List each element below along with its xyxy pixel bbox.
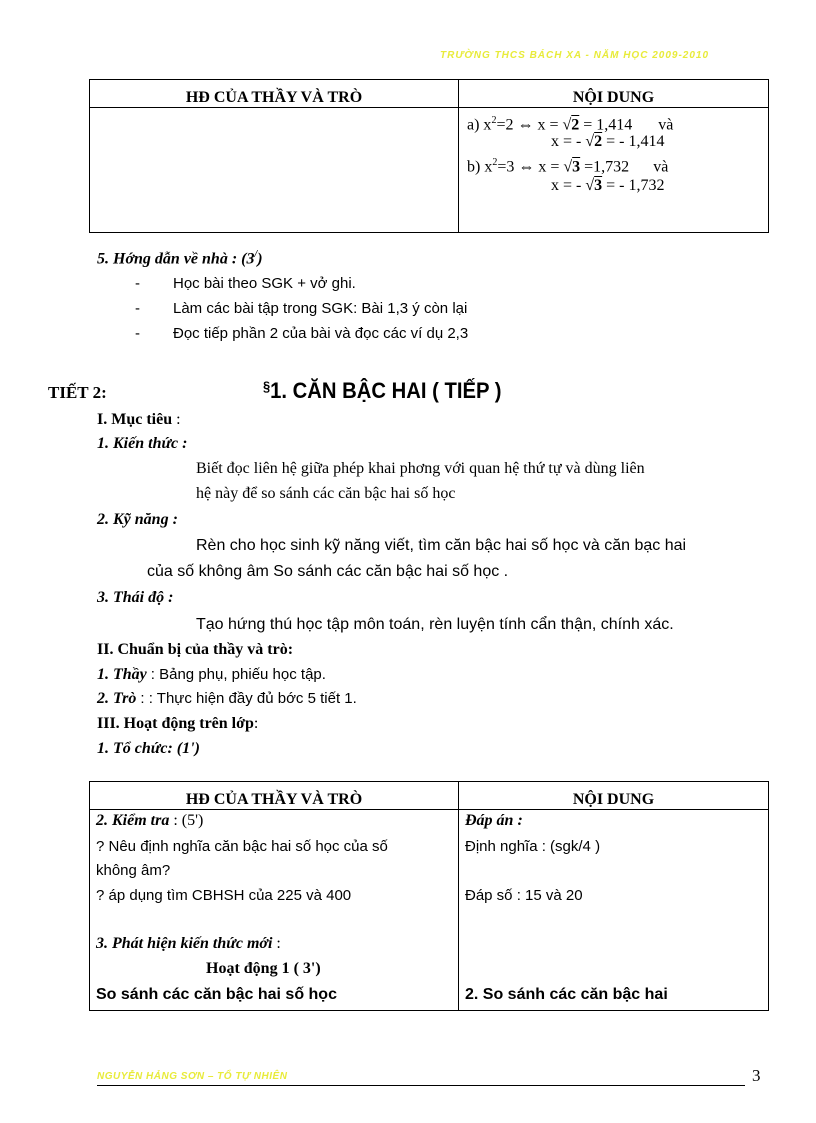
knowledge-line-1: Biết đọc liên hệ giữa phép khai phơng với quan hệ thứ tự và dùng liên <box>196 460 645 477</box>
homework-item-1: - Học bài theo SGK + vở ghi. <box>135 275 356 292</box>
homework-heading: 5. Hớng dẫn về nhà : (3/) <box>97 249 263 268</box>
attitude-heading: 3. Thái độ : <box>97 589 174 606</box>
table1-left-cell <box>90 108 459 233</box>
table1-header-right: NỘI DUNG <box>459 80 769 108</box>
question-2: ? áp dụng tìm CBHSH của 225 và 400 <box>96 887 352 904</box>
footer-rule <box>97 1085 745 1086</box>
compare-right: 2. So sánh các căn bậc hai <box>465 986 668 1003</box>
content-table-2 <box>89 781 769 1011</box>
math-line-a1: a) $x^2=2$ ⇔ x = √2 = 1,414 và <box>467 115 674 134</box>
table2-header-right: NỘI DUNG <box>459 782 769 810</box>
homework-item-2: - Làm các bài tập trong SGK: Bài 1,3 ý còn lại <box>135 300 468 317</box>
math-line-b2: x = - √3 = - 1,732 <box>551 177 665 194</box>
teacher-prep: 1. Thầy : Bảng phụ, phiếu học tập. <box>97 666 326 683</box>
compare-left: So sánh các căn bậc hai số học <box>96 986 337 1003</box>
skills-heading: 2. Kỹ năng : <box>97 511 178 528</box>
math-line-b1: b) $x^2=3$ ⇔ x = √3 =1,732 và <box>467 157 669 176</box>
activities-heading: III. Hoạt động trên lớp: <box>97 715 259 732</box>
table1-right-cell <box>459 108 769 233</box>
homework-item-3: - Đọc tiếp phần 2 của bài và đọc các ví dụ 2,3 <box>135 325 469 342</box>
discover-heading: 3. Phát hiện kiến thức mới : <box>96 935 281 952</box>
knowledge-line-2: hệ này để so sánh các căn bậc hai số học <box>196 485 456 502</box>
answer-heading: Đáp án : <box>465 812 523 829</box>
objectives-heading: I. Mục tiêu : <box>97 411 181 428</box>
table2-right-cell <box>459 810 769 1011</box>
organization-heading: 1. Tổ chức: (1') <box>97 740 200 757</box>
definition-answer: Định nghĩa : (sgk/4 ) <box>465 838 601 855</box>
knowledge-heading: 1. Kiến thức : <box>97 435 188 452</box>
lesson-title: §1. CĂN BẬC HAI ( TIẾP ) <box>263 378 502 403</box>
question-1-line-1: ? Nêu định nghĩa căn bậc hai số học của số <box>96 838 388 855</box>
lesson-number: TIẾT 2: <box>48 383 107 402</box>
content-table-1 <box>89 79 769 233</box>
table2-left-cell <box>90 810 459 1011</box>
result-answer: Đáp số : 15 và 20 <box>465 887 583 904</box>
attitude-line-1: Tạo hứng thú học tập môn toán, rèn luyện tính cẩn thận, chính xác. <box>196 616 674 633</box>
table1-header-left: HĐ CỦA THẦY VÀ TRÒ <box>90 80 459 108</box>
running-header: TRƯỜNG THCS BÁCH XA - NĂM HỌC 2009-2010 <box>440 50 710 61</box>
page-number: 3 <box>752 1066 761 1085</box>
activity-1-heading: Hoạt động 1 ( 3') <box>206 960 321 977</box>
footer-author: NGUYỄN HẢNG SƠN – TỔ TỰ NHIÊN <box>97 1071 288 1082</box>
skills-line-1: Rèn cho học sinh kỹ năng viết, tìm căn bậc hai số học và căn bạc hai <box>196 537 687 554</box>
student-prep: 2. Trò : : Thực hiện đầy đủ bớc 5 tiết 1. <box>97 690 357 707</box>
table2-header-left: HĐ CỦA THẦY VÀ TRÒ <box>90 782 459 810</box>
math-line-a2: x = - √2 = - 1,414 <box>551 133 665 150</box>
preparation-heading: II. Chuẩn bị của thầy và trò: <box>97 641 294 658</box>
skills-line-2: của số không âm So sánh các căn bậc hai số học . <box>147 563 509 580</box>
question-1-line-2: không âm? <box>96 862 171 879</box>
check-heading: 2. Kiểm tra : (5') <box>96 812 204 829</box>
